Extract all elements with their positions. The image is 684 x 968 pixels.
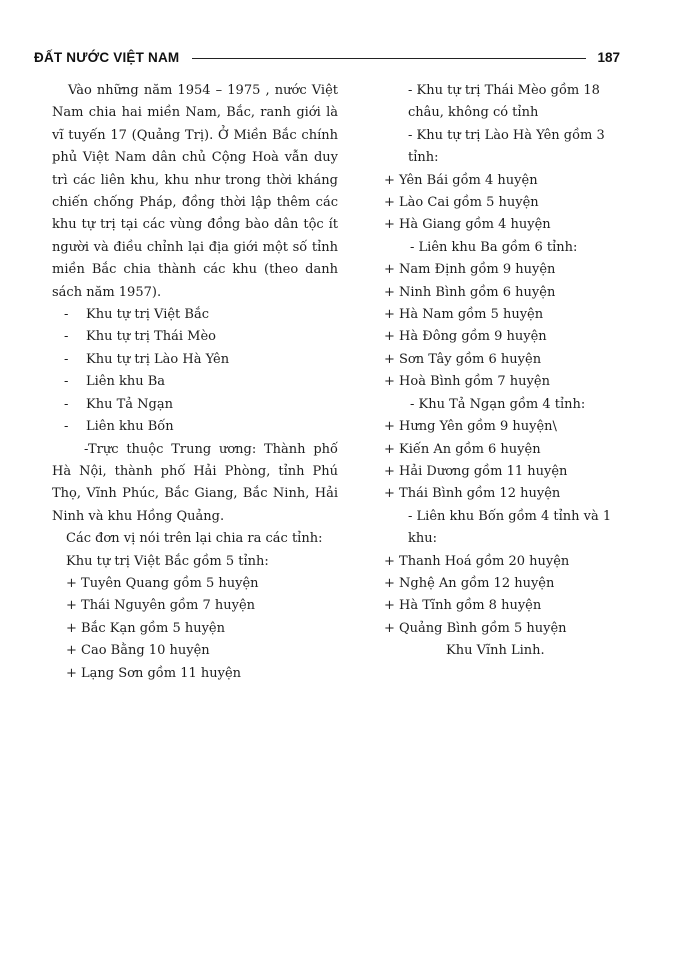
lien-khu-bon-heading: - Liên khu Bốn gồm 4 tỉnh và 1 khu: (408, 508, 612, 547)
province-item: + Hà Giang gồm 4 huyện (384, 217, 551, 233)
zone-list-item: - Khu Tả Ngạn (52, 394, 338, 416)
province-item: + Cao Bằng 10 huyện (66, 643, 210, 659)
province-item: + Thái Bình gồm 12 huyện (384, 486, 561, 502)
province-item: + Kiến An gồm 6 huyện (384, 441, 541, 457)
province-item: + Nghệ An gồm 12 huyện (384, 575, 555, 591)
dash-bullet: - (64, 351, 69, 367)
dash-bullet: - (64, 374, 69, 390)
province-item: + Hoà Bình gồm 7 huyện (384, 374, 550, 390)
province-item: + Tuyên Quang gồm 5 huyện (66, 575, 259, 591)
dash-bullet: - (64, 419, 69, 435)
lao-ha-yen-heading: - Khu tự trị Lào Hà Yên gồm 3 tỉnh: (408, 127, 605, 166)
dash-bullet: - (64, 307, 69, 323)
dash-bullet: - (64, 329, 69, 345)
zone-list-item: - Liên khu Bốn (52, 416, 338, 438)
page-number: 187 (597, 50, 620, 65)
zone-list-item: - Khu tự trị Lào Hà Yên (52, 349, 338, 371)
province-item: + Yên Bái gồm 4 huyện (384, 172, 538, 188)
dash-bullet: - (84, 441, 89, 457)
province-item: + Quảng Bình gồm 5 huyện (384, 620, 567, 636)
province-item: + Hưng Yên gồm 9 huyện\ (384, 419, 557, 435)
province-item: + Hà Tĩnh gồm 8 huyện (384, 598, 542, 614)
province-item: + Nam Định gồm 9 huyện (384, 262, 556, 278)
lien-khu-ba-heading: - Liên khu Ba gồm 6 tỉnh: (410, 239, 578, 255)
vinh-linh-line: Khu Vĩnh Linh. (446, 643, 545, 659)
central-cities-paragraph: -Trực thuộc Trung ương: Thành phố Hà Nội, thành phố Hải Phòng, tỉnh Phú Thọ, Vĩnh Phúc, Bắc Giang, Bắc Ninh, Hải Ninh và khu Hồng Quảng. (52, 439, 338, 529)
running-header (34, 48, 620, 70)
province-item: + Hà Đông gồm 9 huyện (384, 329, 547, 345)
thai-meo-paragraph: - Khu tự trị Thái Mèo gồm 18 châu, không có tỉnh (408, 83, 600, 121)
zone-list-item: - Khu tự trị Việt Bắc (52, 304, 338, 326)
province-item: + Bắc Kạn gồm 5 huyện (66, 620, 226, 636)
province-item: + Thái Nguyên gồm 7 huyện (66, 598, 256, 614)
left-column (52, 80, 338, 685)
right-column (384, 80, 636, 663)
header-rule (192, 58, 586, 59)
province-item: + Hà Nam gồm 5 huyện (384, 307, 544, 323)
viet-bac-heading: Khu tự trị Việt Bắc gồm 5 tỉnh: (66, 553, 269, 569)
zone-list-item: - Khu tự trị Thái Mèo (52, 326, 338, 348)
province-item: + Lạng Sơn gồm 11 huyện (66, 665, 242, 681)
province-item: + Lào Cai gồm 5 huyện (384, 195, 539, 211)
dash-bullet: - (64, 396, 69, 412)
province-item: + Ninh Bình gồm 6 huyện (384, 284, 556, 300)
intro-paragraph: Vào những năm 1954 – 1975 , nước Việt Nam chia hai miền Nam, Bắc, ranh giới là vĩ tuyến 17 (Quảng Trị). Ở Miền Bắc chính phủ Việt Nam dân chủ Cộng Hoà vẫn duy trì các liên khu, khu như trong thời kháng chiến chống Pháp, đồng thời lập thêm các khu tự trị tại các vùng đồng bào dân tộc ít người và điều chỉnh lại địa giới một số tỉnh miền Bắc chia thành các khu (theo danh sách năm 1957). (52, 83, 338, 300)
province-item: + Hải Dương gồm 11 huyện (384, 463, 568, 479)
zone-list-item: - Liên khu Ba (52, 371, 338, 393)
province-item: + Sơn Tây gồm 6 huyện (384, 351, 542, 367)
book-title: ĐẤT NƯỚC VIỆT NAM (34, 50, 180, 65)
subdivision-paragraph: Các đơn vị nói trên lại chia ra các tỉnh: (66, 531, 323, 547)
province-item: + Thanh Hoá gồm 20 huyện (384, 553, 570, 569)
ta-ngan-heading: - Khu Tả Ngạn gồm 4 tỉnh: (410, 396, 586, 412)
